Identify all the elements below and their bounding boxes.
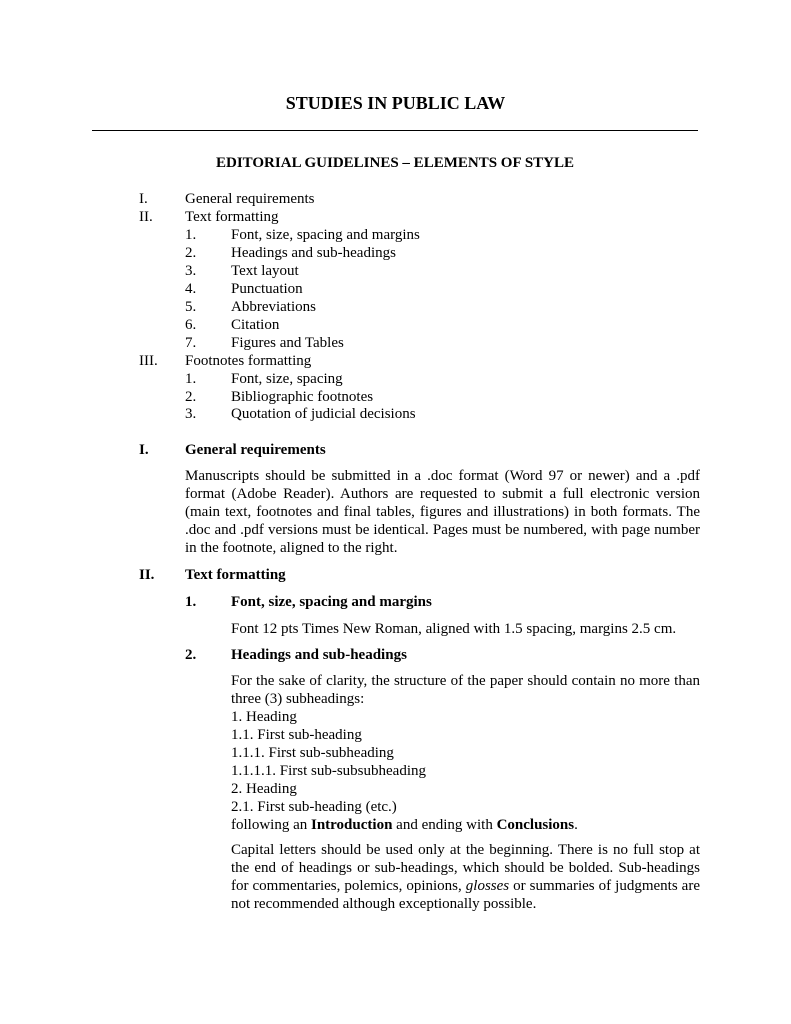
section-number: II. — [139, 567, 155, 583]
toc-item: Text layout — [231, 263, 299, 279]
toc-number: 2. — [185, 245, 197, 261]
section-paragraph: Manuscripts should be submitted in a .doc format (Word 97 or newer) and a .pdf format (Adobe Reader). Authors are requested to submit a full electronic version (main text, footnotes and final tables, figures and illustrations) in both formats. The .doc and .pdf versions must be identical. Pages must be numbered, with page number in the footnote, aligned to the right. — [185, 468, 700, 556]
toc-number: 3. — [185, 406, 197, 422]
introduction-term: Introduction — [311, 817, 393, 833]
list-item: 1.1.1. First sub-subheading — [231, 745, 394, 761]
document-subtitle: EDITORIAL GUIDELINES – ELEMENTS OF STYLE — [215, 155, 575, 171]
subsection-heading: Headings and sub-headings — [231, 647, 407, 663]
subsection-number: 2. — [185, 647, 197, 663]
following-line — [231, 816, 700, 834]
subsection-paragraph: Font 12 pts Times New Roman, aligned with 1.5 spacing, margins 2.5 cm. — [231, 621, 677, 637]
toc-number: I. — [139, 191, 148, 207]
toc-item: Citation — [231, 317, 280, 333]
journal-title: STUDIES IN PUBLIC LAW — [285, 93, 506, 113]
toc-item: Punctuation — [231, 281, 303, 297]
toc-number: II. — [139, 209, 153, 225]
toc-number: III. — [139, 353, 158, 369]
glosses-term: glosses — [465, 878, 510, 894]
subsection-heading: Font, size, spacing and margins — [231, 594, 432, 610]
toc-number: 5. — [185, 299, 197, 315]
toc-item: Footnotes formatting — [185, 353, 312, 369]
list-item: 1.1.1.1. First sub-subsubheading — [231, 763, 426, 779]
heading-examples-list — [231, 708, 700, 834]
toc-item: Quotation of judicial decisions — [231, 406, 416, 422]
toc-item: Bibliographic footnotes — [231, 389, 374, 405]
section-number: I. — [139, 442, 149, 458]
conclusions-term: Conclusions — [496, 817, 575, 833]
toc-number: 6. — [185, 317, 197, 333]
toc-number: 3. — [185, 263, 197, 279]
text-fragment: following an — [231, 817, 311, 833]
section-heading: Text formatting — [185, 567, 286, 583]
toc-number: 4. — [185, 281, 197, 297]
capital-letters-paragraph — [231, 841, 700, 913]
subsection-paragraph: For the sake of clarity, the structure of the paper should contain no more than three (3) subheadings: — [231, 673, 700, 707]
list-item: 2. Heading — [231, 781, 297, 797]
toc-number: 1. — [185, 371, 197, 387]
text-fragment: and ending with — [392, 817, 497, 833]
toc-item: General requirements — [185, 191, 315, 207]
list-item: 1. Heading — [231, 709, 297, 725]
section-heading: General requirements — [185, 442, 326, 458]
toc-number: 1. — [185, 227, 197, 243]
text-fragment: . — [574, 817, 578, 833]
toc-item: Figures and Tables — [231, 335, 344, 351]
list-item: 1.1. First sub-heading — [231, 727, 362, 743]
title-rule — [92, 130, 698, 131]
list-item: 2.1. First sub-heading (etc.) — [231, 799, 397, 815]
text-fragment: Capital letters should be used only at the beginning. There is no full stop at the end of headings or sub-headings, which should be bolded. Sub-headings for commentaries, polemics, opinions, — [231, 842, 700, 894]
subsection-number: 1. — [185, 594, 197, 610]
text-fragment: or summaries of judgments are not recommended although exceptionally possible. — [231, 878, 700, 912]
toc-item: Abbreviations — [231, 299, 316, 315]
toc-item: Headings and sub-headings — [231, 245, 396, 261]
toc-item: Font, size, spacing — [231, 371, 343, 387]
toc-number: 2. — [185, 389, 197, 405]
toc-number: 7. — [185, 335, 197, 351]
toc-item: Font, size, spacing and margins — [231, 227, 420, 243]
toc-item: Text formatting — [185, 209, 279, 225]
